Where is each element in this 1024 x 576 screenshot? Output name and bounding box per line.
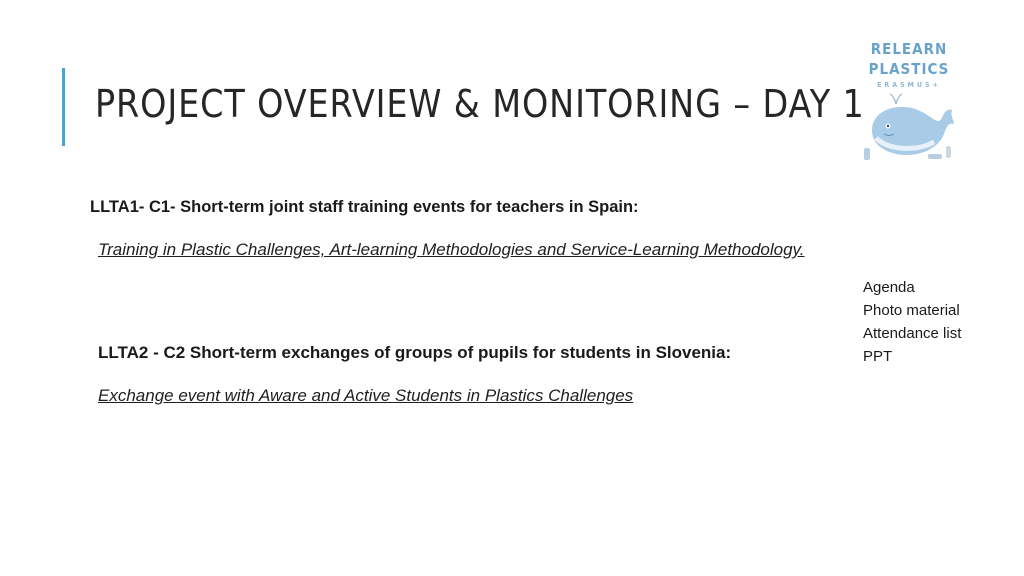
llta2-heading: LLTA2 - C2 Short-term exchanges of groups of pupils for students in Slovenia: bbox=[98, 343, 732, 362]
list-item: PPT bbox=[863, 348, 893, 365]
llta1-link[interactable]: Training in Plastic Challenges, Art-learning Methodologies and Service-Learning Methodology. bbox=[98, 240, 805, 259]
title-accent-bar bbox=[62, 68, 65, 146]
logo-text-line1: RELEARN bbox=[870, 40, 948, 58]
logo-text-line2: PLASTICS bbox=[868, 60, 950, 78]
materials-list bbox=[863, 276, 961, 368]
relearn-plastics-logo bbox=[858, 36, 960, 166]
list-item: Agenda bbox=[863, 279, 915, 296]
llta1-heading: LLTA1- C1- Short-term joint staff training events for teachers in Spain: bbox=[90, 198, 639, 216]
slide-title: PROJECT OVERVIEW & MONITORING – DAY 1 bbox=[95, 82, 865, 126]
list-item: Attendance list bbox=[863, 325, 962, 342]
whale-icon bbox=[858, 88, 960, 166]
llta2-link[interactable]: Exchange event with Aware and Active Students in Plastics Challenges bbox=[98, 386, 634, 405]
list-item: Photo material bbox=[863, 302, 960, 319]
logo-text-line3: ERASMUS+ bbox=[877, 81, 941, 89]
